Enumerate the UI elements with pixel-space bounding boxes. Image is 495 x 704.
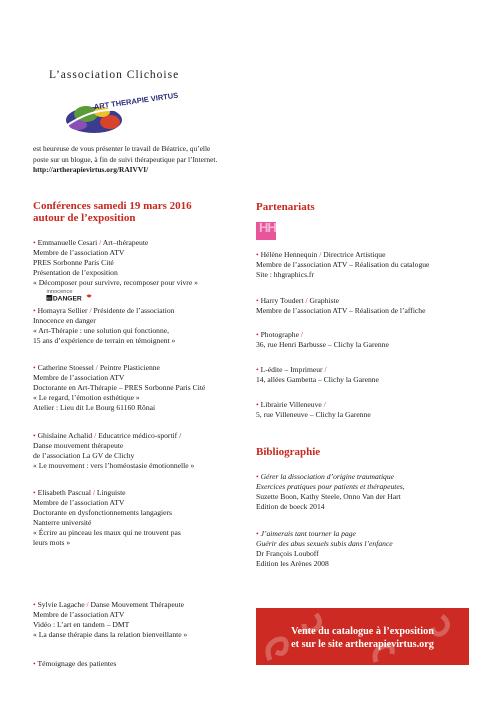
catalogue-banner [256,608,469,665]
partner-entry [256,400,371,420]
speaker-name: Emmanuelle Cesari [37,238,98,247]
innocence-en-danger-logo [33,288,107,302]
entry-line: « Écrire au pinceau les maux qui ne trouvent pas [33,528,181,537]
intro-url-link[interactable]: http://artherapievirtus.org/RAIVVI/ [33,165,149,174]
book-subtitle: Guérir des abus sexuels subis dans l’enfance [256,539,393,548]
bullet-icon: • [256,330,259,339]
entry-line: Membre de l’association ATV [33,498,125,507]
entry-line: « Le regard, l’émotion esthétique » [33,393,140,402]
bullet-icon: • [256,529,259,538]
bullet-icon: • [33,238,36,247]
name-separator: / [303,296,310,305]
speaker-name: Sylvie Lagache [37,600,85,609]
hh-graphics-logo [256,222,276,240]
name-separator: / [92,431,99,440]
conferences-heading-line1: Conférences samedi 19 mars 2016 [33,200,192,212]
conference-entry [33,431,194,471]
partner-name: Librairie Villeneuve [260,400,322,409]
name-separator: / [84,600,91,609]
conferences-heading-line2: autour de l’exposition [33,212,136,224]
logo-text: ART THERAPIE VIRTUS [93,90,179,112]
speaker-role: Educatrice médico-sportif / [98,431,182,440]
conferences-heading [33,200,243,224]
entry-line: « La danse thérapie dans la relation bienveillante » [33,630,188,639]
bullet-icon: • [33,306,36,315]
speaker-role: Linguiste [96,488,126,497]
entry-line: PRES Sorbonne Paris Cité [33,258,114,267]
entry-line: Innocence en danger [33,316,96,325]
partner-name: Harry Toudert [260,296,304,305]
partner-role: Directrice Artistique [323,250,386,259]
entry-line: Edition de boeck 2014 [256,502,325,511]
intro-paragraph [33,144,248,176]
partenariats-heading: Partenariats [256,201,315,213]
conference-entry [33,363,205,413]
name-separator: / [90,488,97,497]
entry-line: Dr François Louboff [256,549,319,558]
name-separator: / [87,306,94,315]
entry-line: Atelier : Lieu dit Le Bourg 61160 Rônai [33,403,156,412]
name-separator: / [298,330,303,339]
partner-entry [256,365,379,385]
entry-line: Site : hhgraphics.fr [256,270,314,279]
speaker-name: Elisabeth Pascual [37,488,91,497]
entry-line: Membre de l’association ATV [33,610,125,619]
entry-line: de l’association La GV de Clichy [33,451,135,460]
danger-logo-prefix: en [46,296,51,301]
entry-line: Danse mouvement thérapeute [33,441,124,450]
conference-entry [33,238,198,288]
conference-entry [33,600,187,640]
bibliography-entry [256,529,393,569]
speaker-role: Peintre Plasticienne [99,363,160,372]
entry-line: Membre de l’association ATV – Réalisation de l’affiche [256,306,426,315]
bibliography-entry [256,472,405,512]
speaker-name: Ghislaine Achalid [37,431,93,440]
danger-logo-line1: innocence [46,289,73,296]
speaker-name: Catherine Stoessel [37,363,94,372]
entry-line: Membre de l’association ATV [33,373,125,382]
bibliographie-heading: Bibliographie [256,446,321,458]
book-subtitle: Exercices pratiques pour patients et thérapeutes, [256,482,405,491]
entry-line: 15 ans d’expérience de terrain en témoignent » [33,336,176,345]
speaker-role: Art–thérapeute [102,238,149,247]
banner-text [256,625,469,651]
entry-line: 5, rue Villeneuve – Clichy la Garenne [256,410,371,419]
speaker-role: Présidente de l’association [93,306,175,315]
speaker-name: Témoignage des patientes [37,659,117,668]
name-separator: / [321,400,326,409]
entry-line: Membre de l’association ATV [33,248,125,257]
bullet-icon: • [33,600,36,609]
speaker-name: Homayra Sellier [37,306,88,315]
conference-entry [33,488,181,548]
entry-line: Edition les Arènes 2008 [256,559,329,568]
bullet-icon: • [256,250,259,259]
partner-entry [256,330,389,350]
partner-entry [256,250,429,280]
partner-name: Photographe [260,330,299,339]
entry-line: Présentation de l’exposition [33,268,118,277]
name-separator: / [317,250,324,259]
entry-line: Nanterre université [33,518,92,527]
conference-entry [33,659,116,669]
bullet-icon: • [256,296,259,305]
book-title: Gérer la dissociation d’origine traumatique [260,472,395,481]
book-title: J’aimerais tant tourner la page [260,529,356,538]
entry-line: Membre de l’association ATV – Réalisation du catalogue [256,260,430,269]
banner-line1: Vente du catalogue à l’exposition [291,626,434,637]
banner-line2[interactable]: et sur le site artherapievirtus.org [291,639,434,650]
bullet-icon: • [256,472,259,481]
bullet-icon: • [256,365,259,374]
entry-line: Doctorante en dysfonctionnements langagiers [33,508,172,517]
entry-line: 36, rue Henri Barbusse – Clichy la Garenne [256,340,389,349]
entry-line: Vidéo : L’art en tandem – DMT [33,620,130,629]
hh-logo-text: HH [259,220,276,235]
entry-line: Doctorante en Art-Thérapie – PRES Sorbonne Paris Cité [33,383,206,392]
intro-line: est heureuse de vous présenter le travail de Béatrice, qu’elle [33,144,211,153]
entry-line: « Le mouvement : vers l’homéostasie émotionnelle » [33,461,195,470]
name-separator: / [97,238,103,247]
bullet-icon: • [33,659,36,668]
danger-logo-line2: DANGER [52,295,82,303]
entry-line: « Décomposer pour survivre, recomposer pour vivre » [33,278,198,287]
partner-entry [256,296,425,316]
bullet-icon: • [33,488,36,497]
bullet-icon: • [256,400,259,409]
intro-line: poste sur un blogue, à fin de suivi thérapeutique par l’Internet. [33,154,218,164]
name-separator: / [93,363,100,372]
entry-line: leurs mots » [33,538,71,547]
bullet-icon: • [33,363,36,372]
partner-role: Graphiste [309,296,340,305]
conference-entry [33,306,175,346]
bullet-icon: • [33,431,36,440]
entry-line: « Art-Thérapie : une solution qui fonctionne, [33,326,170,335]
association-title: L’association Clichoise [49,69,180,81]
art-therapie-virtus-logo [58,90,179,138]
speaker-role: Danse Mouvement Thérapeute [90,600,185,609]
partner-name: L-édite – Imprimeur [260,365,323,374]
name-separator: / [322,365,327,374]
entry-line: Suzette Boon, Kathy Steele, Onno Van der Hart [256,492,401,501]
partner-name: Hélène Hennequin [260,250,318,259]
entry-line: 14, allées Gambetta – Clichy la Garenne [256,375,379,384]
